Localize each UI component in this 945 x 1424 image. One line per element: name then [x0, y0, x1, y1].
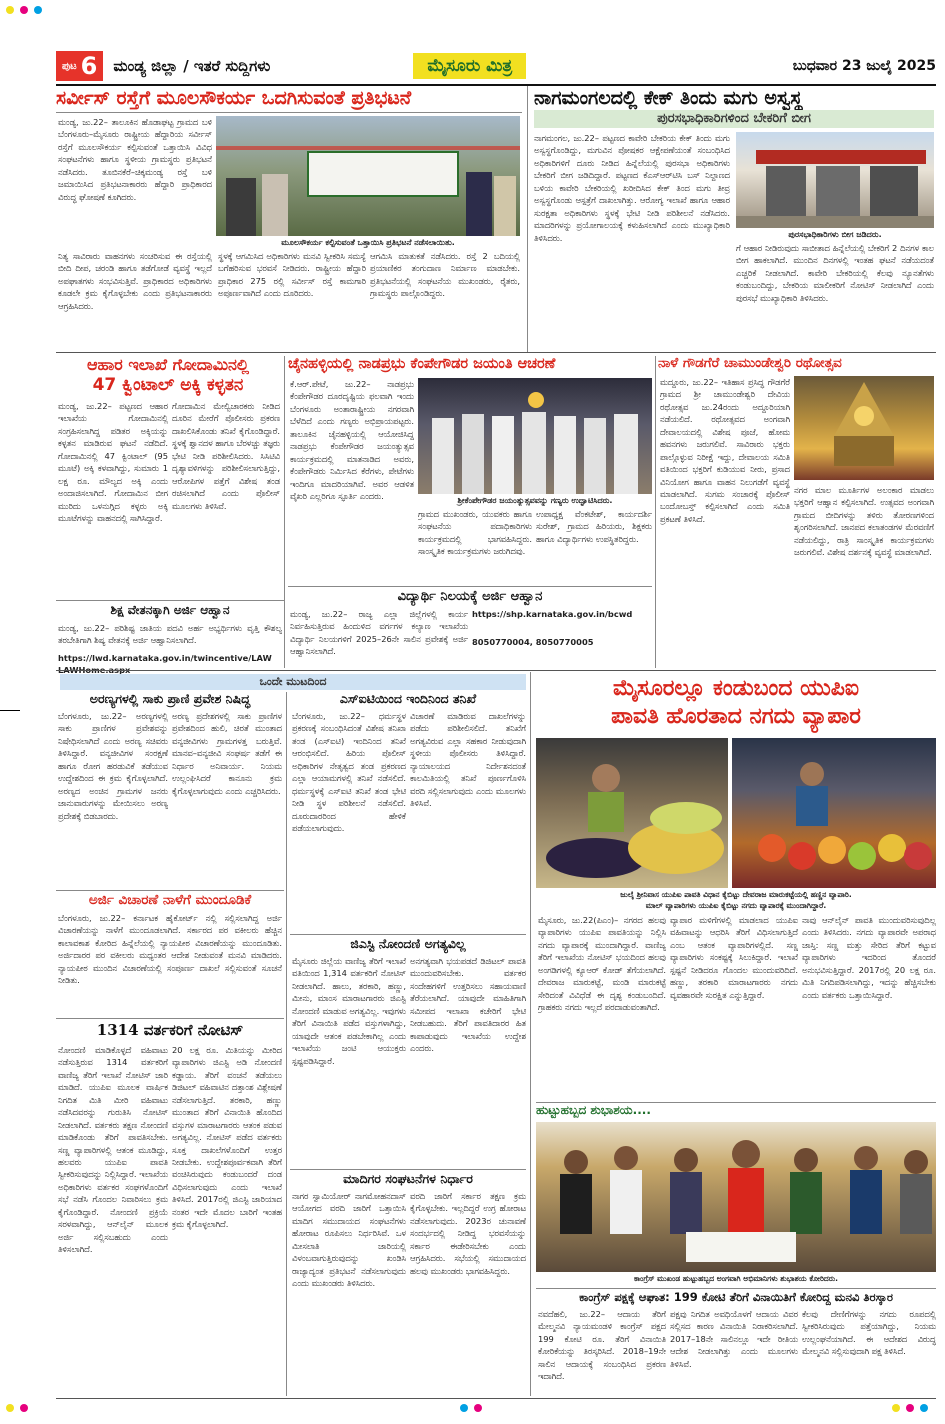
- headline-congress: ಕಾಂಗ್ರೆಸ್ ಪಕ್ಷಕ್ಕೆ ಆಘಾತ: 199 ಕೋಟಿ ತೆರಿಗೆ ವಿನಾಯಿತಿಗೆ ಕೋರಿದ್ದ ಮನವಿ ತಿರಸ್ಕಾರ: [579, 1290, 893, 1304]
- divider: [290, 934, 526, 935]
- column-divider: [286, 692, 287, 1396]
- temple-photo-art: [794, 376, 934, 480]
- divider: [536, 1288, 936, 1289]
- divider: [56, 112, 522, 113]
- article-text: ಮಂಡ್ಯ, ಜು.22– ಪಟ್ಟಣದ ಆಹಾರ ಇಲಾಖೆಯ ಗೋದಾಮಿನಲ್ಲಿ ಸಂಗ್ರಹಿಸಲಾಗಿದ್ದ ಪಡಿತರ ಅಕ್ಕಿಯನ್ನು ಕಳ್ಳತನ ಮಾಡಿರುವ ಘಟನೆ ನಡೆದಿದೆ. ಗೋದಾಮಿನಲ್ಲಿ 47 ಕ್ವಿಂಟಾಲ್ (95 ಮೂಟೆ) ಅಕ್ಕಿ ಕಳವಾಗಿದ್ದು, ಸುಮಾರು 1 ಲಕ್ಷ ರೂ. ಮೌಲ್ಯದ ಅಕ್ಕಿ ಎಂದು ಅಂದಾಜಿಸಲಾಗಿದೆ. ಗೋದಾಮಿನ ಬೀಗ ಮುರಿದು ಒಳನುಗ್ಗಿದ ಕಳ್ಳರು ಅಕ್ಕಿ ಮೂಟೆಗಳನ್ನು ವಾಹನದಲ್ಲಿ ಸಾಗಿಸಿದ್ದಾರೆ.: [58, 401, 168, 523]
- article-text: ಬೆಂಗಳೂರು, ಜು.22– ಧರ್ಮಸ್ಥಳ ಪ್ರಕರಣಕ್ಕೆ ಸಂಬಂಧಿಸಿದಂತೆ ವಿಶೇಷ ತನಿಖಾ ತಂಡ (ಎಸ್ಐಟಿ) ಇಂದಿನಿಂದ ತನಿಖೆ ಆರಂಭಿಸಲಿದೆ. ಹಿರಿಯ ಪೊಲೀಸ್ ಅಧಿಕಾರಿಗಳ ನೇತೃತ್ವದ ತಂಡ ಪ್ರಕರಣದ ಎಲ್ಲಾ ಆಯಾಮಗಳಲ್ಲಿ ತನಿಖೆ ನಡೆಸಲಿದೆ. ಧರ್ಮಸ್ಥಳಕ್ಕೆ ಎಸ್ಐಟಿ ತನಿಖೆ ತಂಡ ಭೇಟಿ ನೀಡಿ ಸ್ಥಳ ಪರಿಶೀಲನೆ ನಡೆಸಲಿದೆ. ದೂರುದಾರರಿಂದ ಹೇಳಿಕೆ ಪಡೆಯಲಾಗುವುದು.: [292, 711, 406, 833]
- article-text: ಮಂಡ್ಯ, ಜು.22– ರಾಜ್ಯ ಎಲ್ಲಾ ಜಿಲ್ಲೆಗಳಲ್ಲಿ ಕಾರ್ಯ ನಿರ್ವಹಿಸುತ್ತಿರುವ ಹಿಂದುಳಿದ ವರ್ಗಗಳ ಕಲ್ಯಾಣ ಇಲಾಖೆಯ ವಿದ್ಯಾರ್ಥಿ ನಿಲಯಗಳಿಗೆ 2025–26ನೇ ಸಾಲಿನ ಪ್ರವೇಶಕ್ಕೆ ಅರ್ಜಿ ಆಹ್ವಾನಿಸಲಾಗಿದೆ.: [290, 609, 468, 657]
- article-text: ಮದ್ದೂರು, ಜು.22– ಇತಿಹಾಸ ಪ್ರಸಿದ್ಧ ಗೌಡಗೆರೆ ಗ್ರಾಮದ ಶ್ರೀ ಚಾಮುಂಡೇಶ್ವರಿ ದೇವಿಯ ರಥೋತ್ಸವ ಜು.24ರಂದು ಅದ್ದೂರಿಯಾಗಿ ನಡೆಯಲಿದೆ. ರಥೋತ್ಸವದ ಅಂಗವಾಗಿ ದೇವಾಲಯದಲ್ಲಿ ವಿಶೇಷ ಪೂಜೆ, ಹೋಮ ಹವನಗಳು ಜರುಗಲಿವೆ. ಸಾವಿರಾರು ಭಕ್ತರು ಪಾಲ್ಗೊಳ್ಳುವ ನಿರೀಕ್ಷೆ ಇದ್ದು, ದೇವಾಲಯ ಸಮಿತಿ ವತಿಯಿಂದ ಭಕ್ತರಿಗೆ ಕುಡಿಯುವ ನೀರು, ಪ್ರಸಾದ ವಿನಿಯೋಗ ಹಾಗೂ ವಾಹನ ನಿಲುಗಡೆಗೆ ವ್ಯವಸ್ಥೆ ಮಾಡಲಾಗಿದೆ. ಸುಗಮ ಸಂಚಾರಕ್ಕೆ ಪೊಲೀಸ್ ಬಂದೋಬಸ್ತ್ ಕಲ್ಪಿಸಲಾಗಿದೆ ಎಂದು ಸಮಿತಿ ಪ್ರಕಟಣೆ ತಿಳಿಸಿದೆ.: [660, 377, 790, 524]
- photo-caption: ಜುಲೈ ಶ್ರೀನಿವಾಸ ಯುಪಿಐ ಪಾವತಿ ವಿಧಾನ ಕೈಬಿಟ್ಟು ದೇವರಾಜ ಮಾರುಕಟ್ಟೆಯಲ್ಲಿ ಹಣ್ಣಿನ ವ್ಯಾಪಾರಿ.: [620, 890, 852, 899]
- headline-rice-theft-1: ಆಹಾರ ಇಲಾಖೆ ಗೋದಾಮಿನಲ್ಲಿ: [87, 355, 249, 374]
- article-text: ಅನಗತ್ಯವಾಗಿ ಭಯಪಡದೆ ಡಿಜಿಟಲ್ ಪಾವತಿ ಮುಂದುವರಿಸಬೇಕು. ವರ್ತಕರ ಸಂದೇಹಗಳಿಗೆ ಉತ್ತರಿಸಲು ಸಹಾಯವಾಣಿ ತೆರೆಯಲಾಗಿದೆ. ಯಾವುದೇ ಮಾಹಿತಿಗಾಗಿ ಸಮೀಪದ ಇಲಾಖಾ ಕಚೇರಿಗೆ ಭೇಟಿ ನೀಡಬಹುದು. ತೆರಿಗೆ ಪಾವತಿದಾರರ ಹಿತ ಕಾಪಾಡುವುದು ಇಲಾಖೆಯ ಉದ್ದೇಶ ಎಂದರು.: [410, 956, 526, 1054]
- bakery-photo-art: [736, 132, 934, 228]
- headline-forest: ಅರಣ್ಯಗಳಲ್ಲಿ ಸಾಕು ಪ್ರಾಣಿ ಪ್ರವೇಶ ನಿಷಿದ್ಧ: [89, 691, 251, 706]
- registration-mark: [6, 1404, 14, 1412]
- issue-date: ಬುಧವಾರ 23 ಜುಲೈ 2025: [792, 58, 936, 74]
- registration-mark: [20, 1404, 28, 1412]
- article-text: ಬೆಂಗಳೂರು, ಜು.22– ಅರಣ್ಯಗಳಲ್ಲಿ ಸಾಕು ಪ್ರಾಣಿಗಳ ಪ್ರವೇಶವನ್ನು ನಿಷೇಧಿಸಲಾಗಿದೆ ಎಂದು ಅರಣ್ಯ ಸಚಿವರು ತಿಳಿಸಿದ್ದಾರೆ. ವನ್ಯಜೀವಿಗಳ ಸಂರಕ್ಷಣೆ ಹಾಗೂ ರೋಗ ಹರಡುವಿಕೆ ತಡೆಯುವ ಉದ್ದೇಶದಿಂದ ಈ ಕ್ರಮ ಕೈಗೊಳ್ಳಲಾಗಿದೆ. ಅರಣ್ಯದ ಅಂಚಿನ ಗ್ರಾಮಗಳ ಜನರು ಜಾನುವಾರುಗಳನ್ನು ಮೇಯಿಸಲು ಅರಣ್ಯ ಪ್ರದೇಶಕ್ಕೆ ಬಿಡಬಾರದು.: [58, 711, 168, 821]
- photo-caption: ಕಾಂಗ್ರೆಸ್ ಮುಖಂಡ ಹುಟ್ಟುಹಬ್ಬದ ಅಂಗವಾಗಿ ಅಭಿಮಾನಿಗಳು ಶುಭಾಶಯ ಕೋರಿದರು.: [634, 1274, 838, 1283]
- registration-mark: [6, 6, 14, 14]
- article-text: ಪಕ್ಷವು ನಿಗದಿತ ಅವಧಿಯೊಳಗೆ ಆದಾಯ ವಿವರ ಸಲ್ಲಿಸದ ಕಾರಣ ವಿನಾಯಿತಿ ನಿರಾಕರಿಸಲಾಗಿದೆ. 2017–18ನೇ ಸಾಲಿನಲ್ಲೂ ಇದೇ ರೀತಿಯ ಆದೇಶ ನೀಡಲಾಗಿತ್ತು ಎಂದು ಮೂಲಗಳು ತಿಳಿಸಿವೆ.: [670, 1309, 798, 1369]
- article-text: ಬೆಂಗಳೂರು, ಜು.22– ಕರ್ನಾಟಕ ಹೈಕೋರ್ಟ್ ನಲ್ಲಿ ಸಲ್ಲಿಸಲಾಗಿದ್ದ ಅರ್ಜಿ ವಿಚಾರಣೆಯನ್ನು ನಾಳೆಗೆ ಮುಂದೂಡಲಾಗಿದೆ. ಸರ್ಕಾರದ ಪರ ವಕೀಲರು ಹೆಚ್ಚಿನ ಕಾಲಾವಕಾಶ ಕೋರಿದ ಹಿನ್ನೆಲೆಯಲ್ಲಿ ನ್ಯಾಯಪೀಠ ವಿಚಾರಣೆಯನ್ನು ಮುಂದೂಡಿತು. ಅರ್ಜಿದಾರರ ಪರ ವಕೀಲರು ಮಧ್ಯಂತರ ಆದೇಶ ನೀಡುವಂತೆ ಮನವಿ ಮಾಡಿದರು. ನ್ಯಾಯಪೀಠ ಮುಂದಿನ ವಿಚಾರಣೆಯಲ್ಲಿ ಸಂಪೂರ್ಣ ದಾಖಲೆ ಸಲ್ಲಿಸುವಂತೆ ಸೂಚನೆ ನೀಡಿತು.: [58, 913, 282, 986]
- article-text: ನಾಗರ ಸ್ವಾಮಿಯೋರ್ ನಾಗಮೋಹನದಾಸ್ ಆಯೋಗದ ವರದಿ ಜಾರಿಗೆ ಒತ್ತಾಯಿಸಿ ಮಾದಿಗ ಸಮುದಾಯದ ಸಂಘಟನೆಗಳು ಹೋರಾಟ ರೂಪಿಸಲು ನಿರ್ಧರಿಸಿವೆ. ಒಳ ಮೀಸಲಾತಿ ಜಾರಿಯಲ್ಲಿ ವಿಳಂಬವಾಗುತ್ತಿರುವುದನ್ನು ಖಂಡಿಸಿ ರಾಜ್ಯಾದ್ಯಂತ ಪ್ರತಿಭಟನೆ ನಡೆಸಲಾಗುವುದು ಎಂದು ಮುಖಂಡರು ತಿಳಿಸಿದರು.: [292, 1191, 406, 1289]
- headline-sit: ಎಸ್ಐಟಿಯಿಂದ ಇಂದಿನಿಂದ ತನಿಖೆ: [339, 691, 477, 706]
- article-text: ವಿಚಾರಣೆ ಮಾಡಿರುವ ದಾಖಲೆಗಳನ್ನು ಪಡೆದು ಪರಿಶೀಲಿಸಲಿದೆ. ತನಿಖೆಗೆ ಅಗತ್ಯವಿರುವ ಎಲ್ಲಾ ಸಹಕಾರ ನೀಡುವುದಾಗಿ ಸ್ಥಳೀಯ ಪೊಲೀಸರು ತಿಳಿಸಿದ್ದಾರೆ. ನ್ಯಾಯಾಲಯದ ನಿರ್ದೇಶನದಂತೆ ಕಾಲಮಿತಿಯಲ್ಲಿ ತನಿಖೆ ಪೂರ್ಣಗೊಳಿಸಿ ವರದಿ ಸಲ್ಲಿಸಲಾಗುವುದು ಎಂದು ಮೂಲಗಳು ತಿಳಿಸಿವೆ.: [410, 711, 526, 809]
- article-text: ಅರಣ್ಯ ಪ್ರದೇಶಗಳಲ್ಲಿ ಸಾಕು ಪ್ರಾಣಿಗಳ ಪ್ರವೇಶದಿಂದ ಹುಲಿ, ಚಿರತೆ ಮುಂತಾದ ವನ್ಯಜೀವಿಗಳು ಗ್ರಾಮಗಳತ್ತ ಬರುತ್ತಿವೆ. ಮಾನವ–ವನ್ಯಜೀವಿ ಸಂಘರ್ಷ ತಡೆಗೆ ಈ ನಿರ್ಧಾರ ಅನಿವಾರ್ಯ. ನಿಯಮ ಉಲ್ಲಂಘಿಸಿದರೆ ಕಾನೂನು ಕ್ರಮ ಕೈಗೊಳ್ಳಲಾಗುವುದು ಎಂದು ಎಚ್ಚರಿಸಿದರು.: [172, 711, 282, 796]
- registration-mark: [34, 6, 42, 14]
- registration-mark: [460, 1404, 468, 1412]
- jayanti-photo-art: [418, 378, 652, 494]
- temple-photo: [794, 376, 934, 480]
- hostel-phone: 8050770004, 8050770005: [472, 637, 594, 647]
- divider: [56, 600, 284, 601]
- article-text: ನಗರ ಮಾಲ ಮೂರ್ತಿಗಳ ಅಲಂಕಾರ ಮಾಡಲು ಭಕ್ತರಿಗೆ ಆಹ್ವಾನ ಕಲ್ಪಿಸಲಾಗಿದೆ. ಉತ್ಸವದ ಅಂಗವಾಗಿ ಗ್ರಾಮದ ಬೀದಿಗಳನ್ನು ತಳಿರು ತೋರಣಗಳಿಂದ ಶೃಂಗರಿಸಲಾಗಿದೆ. ಜಾನಪದ ಕಲಾತಂಡಗಳ ಮೆರವಣಿಗೆ ನಡೆಯಲಿದ್ದು, ರಾತ್ರಿ ಸಾಂಸ್ಕೃತಿಕ ಕಾರ್ಯಕ್ರಮಗಳು ಜರುಗಲಿವೆ. ವಿಶೇಷ ದರ್ಶನಕ್ಕೆ ವ್ಯವಸ್ಥೆ ಮಾಡಲಾಗಿದೆ.: [794, 485, 934, 558]
- birthday-photo: [536, 1122, 936, 1272]
- article-text: ಕೆಲವು ದೇಣಿಗೆಗಳನ್ನು ನಗದು ರೂಪದಲ್ಲಿ ಸ್ವೀಕರಿಸಿರುವುದು ಪತ್ತೆಯಾಗಿದ್ದು, ನಿಯಮ ಉಲ್ಲಂಘನೆಯಾಗಿದೆ. ಈ ಆದೇಶದ ವಿರುದ್ಧ ಮೇಲ್ಮನವಿ ಸಲ್ಲಿಸುವುದಾಗಿ ಪಕ್ಷ ತಿಳಿಸಿದೆ.: [802, 1309, 936, 1357]
- headline-cake-child: ನಾಗಮಂಗಲದಲ್ಲಿ ಕೇಕ್ ತಿಂದು ಮಗು ಅಸ್ವಸ್ಥ: [534, 87, 803, 109]
- fruit-vendor-photo: [536, 738, 728, 888]
- subhead-bakery-sealed: ಪುರಸಭಾಧಿಕಾರಿಗಳಿಂದ ಬೇಕರಿಗೆ ಬೀಗ: [534, 110, 934, 128]
- column-divider: [527, 86, 528, 352]
- headline-rice-theft-2: 47 ಕ್ವಿಂಟಾಲ್ ಅಕ್ಕಿ ಕಳ್ಳತನ: [92, 375, 244, 395]
- photo-caption: ಮಾಲ್ ವ್ಯಾಪಾರಿಗಳು ಯುಪಿಐ ಕೈಬಿಟ್ಟು ನಗದು ವ್ಯಾಪಾರಕ್ಕೆ ಮುಂದಾಗಿದ್ದಾರೆ.: [645, 901, 827, 910]
- mall-vendor-photo-art: [732, 738, 936, 888]
- article-text: ಮೈಸೂರು, ಜು.22(ಪಿಎಂ)– ನಗರದ ಹಲವು ವ್ಯಾಪಾರಿಗಳು ಯುಪಿಐ ಪಾವತಿಯನ್ನು ನಿಲ್ಲಿಸಿ ನಗದು ವ್ಯಾಪಾರಕ್ಕೆ ಮುಂದಾಗಿದ್ದಾರೆ. ವಾಣಿಜ್ಯ ತೆರಿಗೆ ಇಲಾಖೆಯ ನೋಟಿಸ್ ಭಯದಿಂದ ಹಲವು ಅಂಗಡಿಗಳಲ್ಲಿ ಕ್ಯೂಆರ್ ಕೋಡ್ ತೆಗೆಯಲಾಗಿದೆ. ದೇವರಾಜ ಮಾರುಕಟ್ಟೆ, ಮಂಡಿ ಮಾರುಕಟ್ಟೆ ಸೇರಿದಂತೆ ವಿವಿಧೆಡೆ ಈ ದೃಶ್ಯ ಕಂಡುಬಂದಿದೆ. ಗ್ರಾಹಕರು ನಗದು ಇಲ್ಲದೆ ಪರದಾಡುವಂತಾಗಿದೆ.: [538, 915, 666, 1013]
- article-text: ಉಪಾಧ್ಯಕ್ಷ ವೆಂಕಟೇಶ್, ಕಾರ್ಯದರ್ಶಿ ಸುರೇಶ್, ಗ್ರಾಮದ ಹಿರಿಯರು, ಶಿಕ್ಷಕರು ಹಾಗೂ ವಿದ್ಯಾರ್ಥಿಗಳು ಉಪಸ್ಥಿತರಿದ್ದರು.: [536, 509, 652, 544]
- article-text: ಗೋದಾಮಿನ ಮೇಲ್ವಿಚಾರಕರು ನೀಡಿದ ದೂರಿನ ಮೇರೆಗೆ ಪೊಲೀಸರು ಪ್ರಕರಣ ದಾಖಲಿಸಿಕೊಂಡು ತನಿಖೆ ಕೈಗೊಂಡಿದ್ದಾರೆ. ಸ್ಥಳಕ್ಕೆ ಶ್ವಾನದಳ ಹಾಗೂ ಬೆರಳಚ್ಚು ತಜ್ಞರು ಭೇಟಿ ನೀಡಿ ಪರಿಶೀಲಿಸಿದರು. ಸಿಸಿಟಿವಿ ದೃಶ್ಯಾವಳಿಗಳನ್ನು ಪರಿಶೀಲಿಸಲಾಗುತ್ತಿದ್ದು, ಆರೋಪಿಗಳ ಪತ್ತೆಗೆ ವಿಶೇಷ ತಂಡ ರಚಿಸಲಾಗಿದೆ ಎಂದು ಪೊಲೀಸ್ ಮೂಲಗಳು ತಿಳಿಸಿವೆ.: [172, 401, 280, 511]
- headline-kempegowda: ಚೈನಹಳ್ಳಿಯಲ್ಲಿ ನಾಡಪ್ರಭು ಕೆಂಪೇಗೌಡರ ಜಯಂತಿ ಆಚರಣೆ: [288, 356, 556, 372]
- paper-brand: ಮೈಸೂರು ಮಿತ್ರ: [413, 53, 526, 79]
- jayanti-photo: [418, 378, 652, 494]
- header-rule: [56, 84, 936, 86]
- headline-chamundeshwari: ನಾಳೆ ಗೌಡಗೆರೆ ಚಾಮುಂಡೇಶ್ವರಿ ರಥೋತ್ಸವ: [658, 355, 842, 371]
- photo-caption: ಮೂಲಸೌಕರ್ಯ ಕಲ್ಪಿಸುವಂತೆ ಒತ್ತಾಯಿಸಿ ಪ್ರತಿಭಟನೆ ನಡೆಸಲಾಯಿತು.: [281, 238, 455, 247]
- footer-rule: [56, 1398, 936, 1399]
- mall-vendor-photo: [732, 738, 936, 888]
- hostel-link: https://shp.karnataka.gov.in/bcwd: [472, 609, 633, 619]
- photo-caption: ಪುರಸಭಾಧಿಕಾರಿಗಳು ಬೀಗ ಜಡಿದರು.: [788, 230, 882, 239]
- section-rule: [56, 352, 936, 353]
- section-rule: [56, 670, 936, 671]
- headline-birthday: ಹುಟ್ಟುಹಬ್ಬದ ಶುಭಾಶಯ....: [536, 1103, 651, 1117]
- column-divider: [655, 356, 656, 668]
- article-text: ಮೈಸೂರು ಜಿಲ್ಲೆಯ ವಾಣಿಜ್ಯ ತೆರಿಗೆ ಇಲಾಖೆ ವತಿಯಿಂದ 1,314 ವರ್ತಕರಿಗೆ ನೋಟಿಸ್ ನೀಡಲಾಗಿದೆ. ಹಾಲು, ತರಕಾರಿ, ಹಣ್ಣು, ಮೀನು, ಮಾಂಸ ಮಾರಾಟಗಾರರು ಜಿಎಸ್ಟಿ ನೋಂದಣಿ ಮಾಡುವ ಅಗತ್ಯವಿಲ್ಲ. ಇವುಗಳು ತೆರಿಗೆ ವಿನಾಯಿತಿ ಪಡೆದ ವಸ್ತುಗಳಾಗಿದ್ದು, ಯಾವುದೇ ಆತಂಕ ಪಡಬೇಕಾಗಿಲ್ಲ ಎಂದು ಇಲಾಖೆಯ ಜಂಟಿ ಆಯುಕ್ತರು ಸ್ಪಷ್ಟಪಡಿಸಿದ್ದಾರೆ.: [292, 956, 406, 1066]
- headline-notice-traders: 1314 ವರ್ತಕರಿಗೆ ನೋಟಿಸ್: [96, 1021, 244, 1039]
- headline-hostel: ವಿದ್ಯಾರ್ಥಿ ನಿಲಯಕ್ಕೆ ಅರ್ಜಿ ಆಹ್ವಾನ: [397, 589, 543, 604]
- article-text: ವ್ಯಾಪಾರ ಮಳಿಗೆಗಳಲ್ಲಿ ಮಾಡಲಾದ ಯುಪಿಐ ವಹಿವಾಟನ್ನು ಆಧರಿಸಿ ತೆರಿಗೆ ವಿಧಿಸಲಾಗುತ್ತಿದೆ ಎಂಬ ಆತಂಕ ವ್ಯಾಪಾರಿಗಳಲ್ಲಿದೆ. ಸಣ್ಣ ವ್ಯಾಪಾರಿಗಳು ಸಂಕಷ್ಟಕ್ಕೆ ಸಿಲುಕಿದ್ದಾರೆ. ಇಲಾಖೆ ಸ್ಪಷ್ಟನೆ ನೀಡಿದರೂ ಗೊಂದಲ ಮುಂದುವರಿದಿದೆ. ಹಣ್ಣು, ತರಕಾರಿ ಮಾರಾಟಗಾರರು ನಗದು ವ್ಯವಹಾರವೇ ಸುರಕ್ಷಿತ ಎನ್ನುತ್ತಿದ್ದಾರೆ.: [670, 915, 798, 1000]
- article-text: ಮಂಡ್ಯ, ಜು.22– ತಾಲೂಕಿನ ಹೊಡಾಘಟ್ಟ ಗ್ರಾಮದ ಬಳಿ ಬೆಂಗಳೂರು–ಮೈಸೂರು ರಾಷ್ಟ್ರೀಯ ಹೆದ್ದಾರಿಯ ಸರ್ವೀಸ್ ರಸ್ತೆಗೆ ಮೂಲಸೌಕರ್ಯ ಕಲ್ಪಿಸುವಂತೆ ಒತ್ತಾಯಿಸಿ ವಿವಿಧ ಸಂಘಟನೆಗಳು ಹಾಗೂ ಸ್ಥಳೀಯ ಗ್ರಾಮಸ್ಥರು ಪ್ರತಿಭಟನೆ ನಡೆಸಿದರು. ತೂಬಿನಕೆರೆ–ಚಿಕ್ಕಮಂಡ್ಯ ರಸ್ತೆ ಬಳಿ ಜಮಾಯಿಸಿದ ಪ್ರತಿಭಟನಾಕಾರರು ಹೆದ್ದಾರಿ ಪ್ರಾಧಿಕಾರದ ವಿರುದ್ಧ ಘೋಷಣೆ ಕೂಗಿದರು.: [58, 117, 212, 202]
- headline-madiga: ಮಾದಿಗರ ಸಂಘಟನೆಗಳ ನಿರ್ಧಾರ: [343, 1171, 473, 1186]
- page-number-tag: [56, 51, 103, 81]
- page-header: [56, 50, 936, 82]
- article-text: ನಾಗಮಂಗಲ, ಜು.22– ಪಟ್ಟಣದ ಕಾವೇರಿ ಬೇಕರಿಯ ಕೇಕ್ ತಿಂದು ಮಗು ಅಸ್ವಸ್ಥಗೊಂಡಿದ್ದು, ಮಗುವಿನ ಪೋಷಕರ ಆಕ್ಷೇಪಣೆಯಂತೆ ಸಂಬಂಧಿಸಿದ ಅಧಿಕಾರಿಗಳಿಗೆ ದೂರು ನೀಡಿದ ಹಿನ್ನೆಲೆಯಲ್ಲಿ ಪುರಸಭಾ ಅಧಿಕಾರಿಗಳು ಬೇಕರಿಗೆ ಬೀಗ ಜಡಿದಿದ್ದಾರೆ. ಪಟ್ಟಣದ ಕೆಎಸ್ಆರ್‌ಟಿಸಿ ಬಸ್ ನಿಲ್ದಾಣದ ಬಳಿಯ ಕಾವೇರಿ ಬೇಕರಿಯಲ್ಲಿ ಖರೀದಿಸಿದ ಕೇಕ್ ತಿಂದ ಮಗು ತೀವ್ರ ಅಸ್ವಸ್ಥಗೊಂಡು ಆಸ್ಪತ್ರೆಗೆ ದಾಖಲಾಗಿತ್ತು. ಆರೋಗ್ಯ ಇಲಾಖೆ ಹಾಗೂ ಆಹಾರ ಸುರಕ್ಷತಾ ಅಧಿಕಾರಿಗಳು ಸ್ಥಳಕ್ಕೆ ಭೇಟಿ ನೀಡಿ ಪರಿಶೀಲನೆ ನಡೆಸಿದರು. ಮಾದರಿಗಳನ್ನು ಪ್ರಯೋಗಾಲಯಕ್ಕೆ ಕಳುಹಿಸಲಾಗಿದೆ ಎಂದು ಮುಖ್ಯಾಧಿಕಾರಿ ತಿಳಿಸಿದರು.: [534, 133, 730, 243]
- headline-upi-1: ಮೈಸೂರಲ್ಲೂ ಕಂಡುಬಂದ ಯುಪಿಐ: [612, 676, 860, 701]
- birthday-photo-art: [536, 1122, 936, 1272]
- page-number: 6: [80, 52, 98, 80]
- registration-mark: [892, 1404, 900, 1412]
- divider: [288, 586, 652, 587]
- article-text: ಸ್ಥಳಕ್ಕೆ ಆಗಮಿಸಿದ ಅಧಿಕಾರಿಗಳು ಮನವಿ ಸ್ವೀಕರಿಸಿ ಸಮಸ್ಯೆ ಬಗೆಹರಿಸುವ ಭರವಸೆ ನೀಡಿದರು. ರಾಷ್ಟ್ರೀಯ ಹೆದ್ದಾರಿ ಪ್ರಾಧಿಕಾರ 275 ರಲ್ಲಿ ಸರ್ವೀಸ್ ರಸ್ತೆ ಕಾಮಗಾರಿ ಅಪೂರ್ಣವಾಗಿದೆ ಎಂದು ದೂರಿದರು.: [218, 251, 366, 299]
- section-title: ಮಂಡ್ಯ ಜಿಲ್ಲಾ / ಇತರೆ ಸುದ್ದಿಗಳು: [113, 57, 271, 75]
- article-text: 20 ಲಕ್ಷ ರೂ. ಮಿತಿಯನ್ನು ಮೀರಿದ ವ್ಯಾಪಾರಿಗಳು ಜಿಎಸ್ಟಿ ಅಡಿ ನೋಂದಣಿ ಕಡ್ಡಾಯ. ತೆರಿಗೆ ವಂಚನೆ ತಡೆಯಲು ಡಿಜಿಟಲ್ ವಹಿವಾಟಿನ ದತ್ತಾಂಶ ವಿಶ್ಲೇಷಣೆ ನಡೆಸಲಾಗುತ್ತಿದೆ. ತರಕಾರಿ, ಹಣ್ಣು ಮುಂತಾದ ತೆರಿಗೆ ವಿನಾಯಿತಿ ಹೊಂದಿದ ವಸ್ತುಗಳ ಮಾರಾಟಗಾರರು ಆತಂಕ ಪಡುವ ಅಗತ್ಯವಿಲ್ಲ. ನೋಟಿಸ್ ಪಡೆದ ವರ್ತಕರು ಸೂಕ್ತ ದಾಖಲೆಗಳೊಂದಿಗೆ ಉತ್ತರ ನೀಡಬೇಕು. ಉದ್ದೇಶಪೂರ್ವಕವಾಗಿ ತೆರಿಗೆ ವಂಚಿಸಿರುವುದು ಕಂಡುಬಂದರೆ ದಂಡ ವಿಧಿಸಲಾಗುವುದು ಎಂದು ಇಲಾಖೆ ತಿಳಿಸಿದೆ. 2017ರಲ್ಲಿ ಜಿಎಸ್ಟಿ ಜಾರಿಯಾದ ನಂತರ ಇದೇ ಮೊದಲ ಬಾರಿಗೆ ಇಂತಹ ಕ್ರಮ ಕೈಗೊಳ್ಳಲಾಗಿದೆ.: [172, 1045, 282, 1230]
- article-text: ವರದಿ ಜಾರಿಗೆ ಸರ್ಕಾರ ತಕ್ಷಣ ಕ್ರಮ ಕೈಗೊಳ್ಳಬೇಕು. ಇಲ್ಲದಿದ್ದರೆ ಉಗ್ರ ಹೋರಾಟ ನಡೆಸಲಾಗುವುದು. 2023ರ ಚುನಾವಣೆ ಸಂದರ್ಭದಲ್ಲಿ ನೀಡಿದ್ದ ಭರವಸೆಯನ್ನು ಸರ್ಕಾರ ಈಡೇರಿಸಬೇಕು ಎಂದು ಆಗ್ರಹಿಸಿದರು. ಸಭೆಯಲ್ಲಿ ಸಮುದಾಯದ ಹಲವು ಮುಖಂಡರು ಭಾಗವಹಿಸಿದ್ದರು.: [410, 1191, 526, 1276]
- fruit-vendor-photo-art: [536, 738, 728, 888]
- protest-photo: [216, 116, 520, 236]
- article-text: ನೋಂದಣಿ ಮಾಡಿಕೊಳ್ಳದೆ ವಹಿವಾಟು ನಡೆಸುತ್ತಿರುವ 1314 ವರ್ತಕರಿಗೆ ವಾಣಿಜ್ಯ ತೆರಿಗೆ ಇಲಾಖೆ ನೋಟಿಸ್ ಜಾರಿ ಮಾಡಿದೆ. ಯುಪಿಐ ಮೂಲಕ ವಾರ್ಷಿಕ ನಿಗದಿತ ಮಿತಿ ಮೀರಿ ವಹಿವಾಟು ನಡೆಸಿದವರನ್ನು ಗುರುತಿಸಿ ನೋಟಿಸ್ ನೀಡಲಾಗಿದೆ. ವರ್ತಕರು ತಕ್ಷಣ ನೋಂದಣಿ ಮಾಡಿಕೊಂಡು ತೆರಿಗೆ ಪಾವತಿಸಬೇಕು. ಸಣ್ಣ ವ್ಯಾಪಾರಿಗಳಲ್ಲಿ ಆತಂಕ ಮೂಡಿದ್ದು, ಹಲವರು ಯುಪಿಐ ಪಾವತಿ ಸ್ವೀಕರಿಸುವುದನ್ನು ನಿಲ್ಲಿಸಿದ್ದಾರೆ. ಇಲಾಖೆಯ ಅಧಿಕಾರಿಗಳು ವರ್ತಕರ ಸಂಘಗಳೊಂದಿಗೆ ಸಭೆ ನಡೆಸಿ ಗೊಂದಲ ನಿವಾರಿಸಲು ಕ್ರಮ ಕೈಗೊಂಡಿದ್ದಾರೆ. ನೋಂದಣಿ ಪ್ರಕ್ರಿಯೆ ಸರಳವಾಗಿದ್ದು, ಆನ್‌ಲೈನ್ ಮೂಲಕ ಅರ್ಜಿ ಸಲ್ಲಿಸಬಹುದು ಎಂದು ತಿಳಿಸಲಾಗಿದೆ.: [58, 1045, 168, 1254]
- section-ribbon: ಒಂದೇ ಮುಟದಿಂದ: [60, 674, 526, 690]
- bakery-photo: [736, 132, 934, 228]
- article-text: ಗೆ ಆಹಾರ ನೀಡಿರುವುದು ಸಾಬೀತಾದ ಹಿನ್ನೆಲೆಯಲ್ಲಿ ಬೇಕರಿಗೆ 2 ದಿನಗಳ ಕಾಲ ಬೀಗ ಹಾಕಲಾಗಿದೆ. ಮುಂದಿನ ದಿನಗಳಲ್ಲಿ ಇಂತಹ ಘಟನೆ ನಡೆಯದಂತೆ ಎಚ್ಚರಿಕೆ ನೀಡಲಾಗಿದೆ. ಕಾವೇರಿ ಬೇಕರಿಯಲ್ಲಿ ಕೆಲವು ನ್ಯೂನತೆಗಳು ಕಂಡುಬಂದಿದ್ದು, ಬೇಕರಿಯ ಮಾಲೀಕರಿಗೆ ನೋಟಿಸ್ ನೀಡಲಾಗಿದೆ ಎಂದು ಪುರಸಭೆ ಮುಖ್ಯಾಧಿಕಾರಿ ತಿಳಿಸಿದರು.: [736, 243, 934, 303]
- application-link: https://lwd.karnataka.gov.in/twincentive/LAW: [58, 653, 272, 663]
- headline-service-road: ಸರ್ವೀಸ್ ರಸ್ತೆಗೆ ಮೂಲಸೌಕರ್ಯ ಒದಗಿಸುವಂತೆ ಪ್ರತಿಭಟನೆ: [56, 87, 412, 109]
- registration-mark: [20, 6, 28, 14]
- registration-mark: [920, 1404, 928, 1412]
- divider: [290, 1169, 526, 1170]
- headline-application-hearing: ಅರ್ಜಿ ವಿಚಾರಣೆ ನಾಳೆಗೆ ಮುಂದೂಡಿಕೆ: [88, 892, 252, 908]
- article-text: ನಾವು ಆನ್‌ಲೈನ್ ಪಾವತಿ ಮುಂದುವರಿಸುವುದಿಲ್ಲ ಎಂದು ತಿಳಿಸಿದರು. ನಗದು ವ್ಯಾಪಾರವೇ ಅಪರಾಧ ಜಾಸ್ತಿ: ಸಣ್ಣ ಮತ್ತು ಸೇರಿದ ತೆರಿಗೆ ಕಟ್ಟುವ ವ್ಯಾಪಾರಿಗಳು ಇದರಿಂದ ತೊಂದರೆ ಅನುಭವಿಸುತ್ತಿದ್ದಾರೆ. 2017ರಲ್ಲಿ 20 ಲಕ್ಷ ರೂ. ಮಿತಿ ನಿಗದಿಪಡಿಸಲಾಗಿದ್ದು, ಇದನ್ನು ಹೆಚ್ಚಿಸಬೇಕು ಎಂದು ವರ್ತಕರು ಒತ್ತಾಯಿಸಿದ್ದಾರೆ.: [802, 915, 936, 1000]
- headline-gst: ಜಿಎಸ್ಟಿ ನೋಂದಣಿ ಅಗತ್ಯವಿಲ್ಲ: [350, 936, 466, 951]
- registration-mark: [906, 1404, 914, 1412]
- page-label: ಪುಟ: [62, 60, 77, 72]
- divider: [56, 1018, 284, 1019]
- crop-mark: [0, 710, 20, 711]
- article-text: ಮಂಡ್ಯ, ಜು.22– ಪರಿಶಿಷ್ಟ ಜಾತಿಯ ಪದವಿ ಅರ್ಹ ಅಭ್ಯರ್ಥಿಗಳು ವೃತ್ತಿ ಕೌಶಲ್ಯ ತರಬೇತಿಗಾಗಿ ಶಿಷ್ಯ ವೇತನಕ್ಕೆ ಅರ್ಜಿ ಆಹ್ವಾನಿಸಲಾಗಿದೆ.: [58, 623, 282, 646]
- protest-photo-art: [216, 116, 520, 236]
- column-divider: [530, 672, 531, 1396]
- column-divider: [284, 356, 285, 668]
- article-text: ಕೆ.ಆರ್.ಪೇಟೆ, ಜು.22– ನಾಡಪ್ರಭು ಕೆಂಪೇಗೌಡರ ದೂರದೃಷ್ಟಿಯ ಫಲವಾಗಿ ಇಂದು ಬೆಂಗಳೂರು ಅಂತಾರಾಷ್ಟ್ರೀಯ ನಗರವಾಗಿ ಬೆಳೆದಿದೆ ಎಂದು ಗಣ್ಯರು ಅಭಿಪ್ರಾಯಪಟ್ಟರು. ತಾಲೂಕಿನ ಚೈನಹಳ್ಳಿಯಲ್ಲಿ ಆಯೋಜಿಸಿದ್ದ ನಾಡಪ್ರಭು ಕೆಂಪೇಗೌಡರ ಜಯಂತ್ಯುತ್ಸವ ಕಾರ್ಯಕ್ರಮದಲ್ಲಿ ಮಾತನಾಡಿದ ಅವರು, ಕೆಂಪೇಗೌಡರು ನಿರ್ಮಿಸಿದ ಕೆರೆಗಳು, ಪೇಟೆಗಳು ಇಂದಿಗೂ ಮಾದರಿಯಾಗಿವೆ. ಅವರ ಆಡಳಿತ ವೈಖರಿ ಎಲ್ಲರಿಗೂ ಸ್ಫೂರ್ತಿ ಎಂದರು.: [290, 379, 414, 501]
- headline-teacher-salary: ಶಿಕ್ಷ ವೇತನಕ್ಕಾಗಿ ಅರ್ಜಿ ಆಹ್ವಾನ: [110, 603, 230, 617]
- headline-upi-2: ಪಾವತಿ ಹೊರತಾದ ನಗದು ವ್ಯಾಪಾರ: [611, 704, 861, 729]
- article-text: ಆಗಮಿಸಿ ಮಾತುಕತೆ ನಡೆಸಿದರು. ರಸ್ತೆ 2 ಬದಿಯಲ್ಲಿ ಪ್ರಯಾಣಿಕರ ತಂಗುದಾಣ ನಿರ್ಮಾಣ ಮಾಡಬೇಕು. ಪ್ರತಿಭಟನೆಯಲ್ಲಿ ಸಂಘಟನೆಯ ಮುಖಂಡರು, ರೈತರು, ಗ್ರಾಮಸ್ಥರು ಪಾಲ್ಗೊಂಡಿದ್ದರು.: [370, 251, 520, 299]
- photo-caption: ಶ್ರೀಕೆಂಪೇಗೌಡರ ಜಯಂತ್ಯುತ್ಸವವನ್ನು ಗಣ್ಯರು ಉದ್ಘಾಟಿಸಿದರು.: [457, 496, 613, 505]
- divider: [56, 890, 284, 891]
- registration-mark: [474, 1404, 482, 1412]
- article-text: ನವದೆಹಲಿ, ಜು.22– ಆದಾಯ ತೆರಿಗೆ ಮೇಲ್ಮನವಿ ನ್ಯಾಯಮಂಡಳಿ ಕಾಂಗ್ರೆಸ್ ಪಕ್ಷದ 199 ಕೋಟಿ ರೂ. ತೆರಿಗೆ ವಿನಾಯಿತಿ ಕೋರಿಕೆಯನ್ನು ತಿರಸ್ಕರಿಸಿದೆ. 2018–19ನೇ ಸಾಲಿನ ಆದಾಯಕ್ಕೆ ಸಂಬಂಧಿಸಿದ ಪ್ರಕರಣ ಇದಾಗಿದೆ.: [538, 1309, 666, 1382]
- article-text: ನಿತ್ಯ ಸಾವಿರಾರು ವಾಹನಗಳು ಸಂಚರಿಸುವ ಈ ರಸ್ತೆಯಲ್ಲಿ ಬೀದಿ ದೀಪ, ಚರಂಡಿ ಹಾಗೂ ತಡೆಗೋಡೆ ವ್ಯವಸ್ಥೆ ಇಲ್ಲದೆ ಅಪಘಾತಗಳು ಸಂಭವಿಸುತ್ತಿವೆ. ಪ್ರಾಧಿಕಾರದ ಅಧಿಕಾರಿಗಳು ಕೂಡಲೇ ಕ್ರಮ ಕೈಗೊಳ್ಳಬೇಕು ಎಂದು ಪ್ರತಿಭಟನಾಕಾರರು ಆಗ್ರಹಿಸಿದರು.: [58, 251, 212, 311]
- article-text: ಗ್ರಾಮದ ಮುಖಂಡರು, ಯುವಕರು ಹಾಗೂ ಸಂಘಟನೆಯ ಪದಾಧಿಕಾರಿಗಳು ಕಾರ್ಯಕ್ರಮದಲ್ಲಿ ಭಾಗವಹಿಸಿದ್ದರು. ಸಾಂಸ್ಕೃತಿಕ ಕಾರ್ಯಕ್ರಮಗಳು ಜರುಗಿದವು.: [418, 509, 532, 557]
